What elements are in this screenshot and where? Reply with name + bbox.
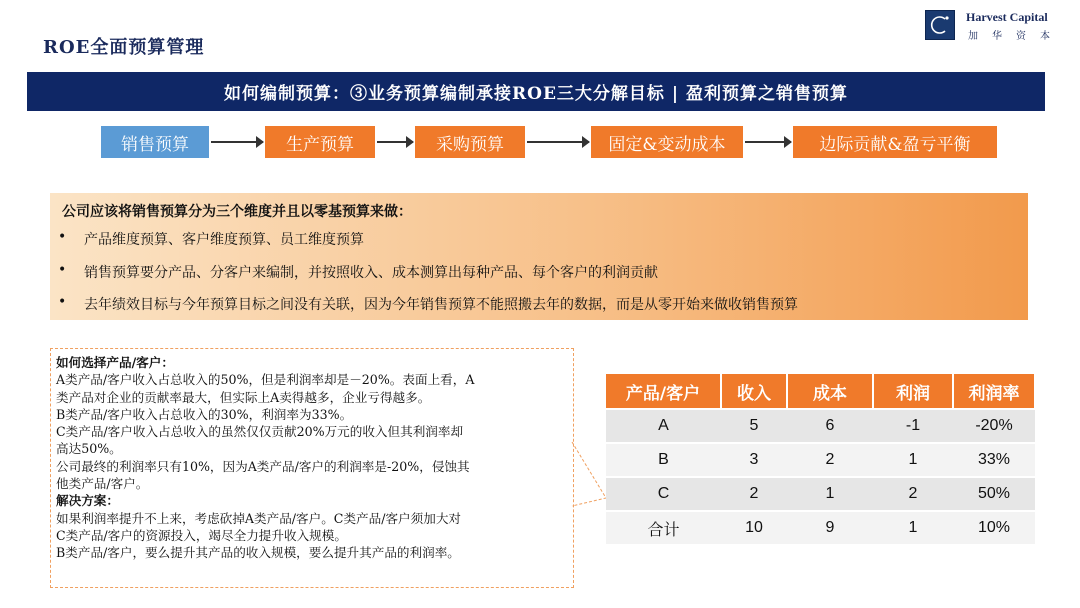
step-production-budget[interactable] (265, 126, 375, 158)
bullet-text: 去年绩效目标与今年预算目标之间没有关联，因为今年销售预算不能照搬去年的数据，而是从零开始来做收销售预算 (84, 297, 798, 313)
callout-line: 如果利润率提升不上来，考虑砍掉A类产品/客户。C类产品/客户须加大对 (56, 510, 462, 526)
table-cell: 1 (873, 443, 953, 477)
step-label: 边际贡献&盈亏平衡 (819, 134, 971, 155)
list-item (58, 229, 364, 249)
table-cell: C (606, 477, 721, 511)
flow-arrow-icon (745, 141, 791, 143)
step-label: 销售预算 (121, 134, 189, 155)
table-cell: 33% (953, 443, 1035, 477)
table-cell: A (606, 409, 721, 443)
step-label: 采购预算 (436, 134, 504, 155)
step-label: 固定&变动成本 (608, 134, 726, 155)
step-margin-breakeven[interactable] (793, 126, 997, 158)
bullet-dot-icon: • (58, 262, 67, 278)
callout-line: C类产品/客户的资源投入，竭尽全力提升收入规模。 (56, 527, 347, 543)
flow-arrow-icon (527, 141, 589, 143)
table-cell: 10 (721, 511, 787, 544)
table-cell: 2 (873, 477, 953, 511)
table-cell: 1 (787, 477, 873, 511)
column-header: 产品/客户 (606, 374, 721, 409)
flow-arrow-icon (377, 141, 413, 143)
column-header: 成本 (787, 374, 873, 409)
callout-line: A类产品/客户收入占总收入的50%，但是利润率却是－20%。表面上看，A (56, 372, 475, 388)
bullet-text: 产品维度预算、客户维度预算、员工维度预算 (84, 232, 364, 248)
callout-line: 如何选择产品/客户： (56, 355, 174, 370)
callout-line: B类产品/客户，要么提升其产品的收入规模，要么提升其产品的利润率。 (56, 545, 460, 561)
step-fixed-variable-cost[interactable] (591, 126, 743, 158)
column-header: 利润率 (953, 374, 1035, 409)
table-row (606, 409, 1035, 443)
table-cell: 9 (787, 511, 873, 544)
table-row (606, 477, 1035, 511)
bullet-dot-icon: • (58, 294, 67, 310)
list-item (58, 294, 798, 314)
table-cell: 3 (721, 443, 787, 477)
table-cell: -20% (953, 409, 1035, 443)
table-cell: 6 (787, 409, 873, 443)
callout-line: 解决方案： (56, 493, 119, 509)
table-cell: 1 (873, 511, 953, 544)
list-item (58, 262, 658, 282)
table-cell: 2 (787, 443, 873, 477)
table-cell: 合计 (606, 511, 721, 544)
notes-heading: 公司应该将销售预算分为三个维度并且以零基预算来做： (62, 204, 412, 220)
callout-line: 他类产品/客户。 (56, 476, 149, 492)
table-cell: -1 (873, 409, 953, 443)
callout-line: 高达50%。 (56, 441, 122, 457)
bullet-dot-icon: • (58, 229, 67, 245)
table-cell: 2 (721, 477, 787, 511)
flow-arrow-icon (211, 141, 263, 143)
banner-title: 如何编制预算：③业务预算编制承接ROE三大分解目标 | 盈利预算之销售预算 (224, 84, 848, 104)
callout-line: C类产品/客户收入占总收入的虽然仅仅贡献20%万元的收入但其利润率却 (56, 424, 464, 440)
callout-line: 类产品对企业的贡献率最大，但实际上A卖得越多，企业亏得越多。 (56, 389, 431, 405)
page-title: ROE全面预算管理 (43, 37, 205, 58)
logo-text-cn: 加华资本 (968, 31, 1064, 42)
logo-text-en: Harvest Capital (966, 10, 1048, 24)
table-cell: 5 (721, 409, 787, 443)
callout-line: 公司最终的利润率只有10%，因为A类产品/客户的利润率是-20%，侵蚀其 (56, 458, 470, 474)
table-cell: B (606, 443, 721, 477)
column-header: 利润 (873, 374, 953, 409)
table-row (606, 443, 1035, 477)
profit-table (606, 374, 1036, 544)
table-cell: 10% (953, 511, 1035, 544)
step-sales-budget[interactable] (101, 126, 209, 158)
step-label: 生产预算 (286, 134, 354, 155)
callout-line: B类产品/客户收入占总收入的30%，利润率为33%。 (56, 406, 353, 422)
step-procurement-budget[interactable] (415, 126, 525, 158)
bullet-text: 销售预算要分产品、分客户来编制，并按照收入、成本测算出每种产品、每个客户的利润贡献 (84, 265, 658, 281)
table-header-row (606, 374, 1035, 409)
section-banner (27, 72, 1045, 111)
table-cell: 50% (953, 477, 1035, 511)
harvest-capital-logo-icon (925, 10, 955, 40)
callout-pointer-icon (570, 440, 610, 510)
table-row (606, 511, 1035, 544)
callout-text (56, 354, 566, 562)
column-header: 收入 (721, 374, 787, 409)
